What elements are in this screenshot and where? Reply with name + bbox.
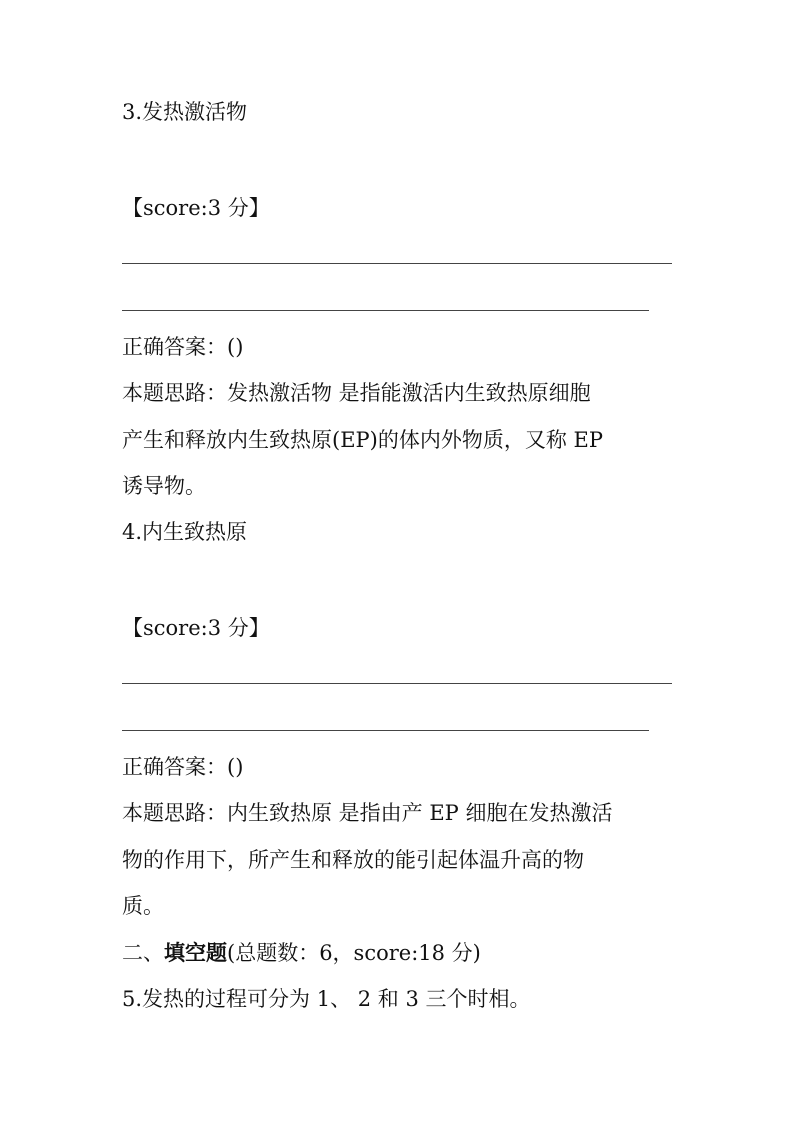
section-meta: (总题数：6，score:18 分) [227, 941, 481, 965]
section-prefix: 二、 [122, 941, 164, 965]
answer-line [122, 310, 649, 311]
answer-line [122, 730, 649, 731]
question-4-title: 4.内生致热原 [122, 520, 248, 544]
question-5-text: 5.发热的过程可分为 1、 2 和 3 三个时相。 [122, 987, 531, 1011]
question-3-explanation-line-3: 诱导物。 [122, 474, 206, 498]
question-4-explanation-line-2: 物的作用下，所产生和释放的能引起体温升高的物 [122, 848, 584, 872]
question-3-explanation-line-2: 产生和释放内生致热原(EP)的体内外物质，又称 EP [122, 428, 603, 452]
question-3-answer: 正确答案：() [122, 335, 244, 359]
question-4-explanation-line-1: 本题思路：内生致热原 是指由产 EP 细胞在发热激活 [122, 801, 613, 825]
question-4-explanation-line-3: 质。 [122, 894, 164, 918]
question-4-answer: 正确答案：() [122, 755, 244, 779]
question-3-explanation-line-1: 本题思路：发热激活物 是指能激活内生致热原细胞 [122, 381, 591, 405]
question-3-score: 【score:3 分】 [122, 196, 270, 220]
question-4-score: 【score:3 分】 [122, 616, 270, 640]
answer-line [122, 263, 672, 264]
section-heading [122, 941, 682, 965]
answer-line [122, 683, 672, 684]
question-3-title: 3.发热激活物 [122, 100, 248, 124]
section-title: 填空题 [164, 940, 227, 965]
